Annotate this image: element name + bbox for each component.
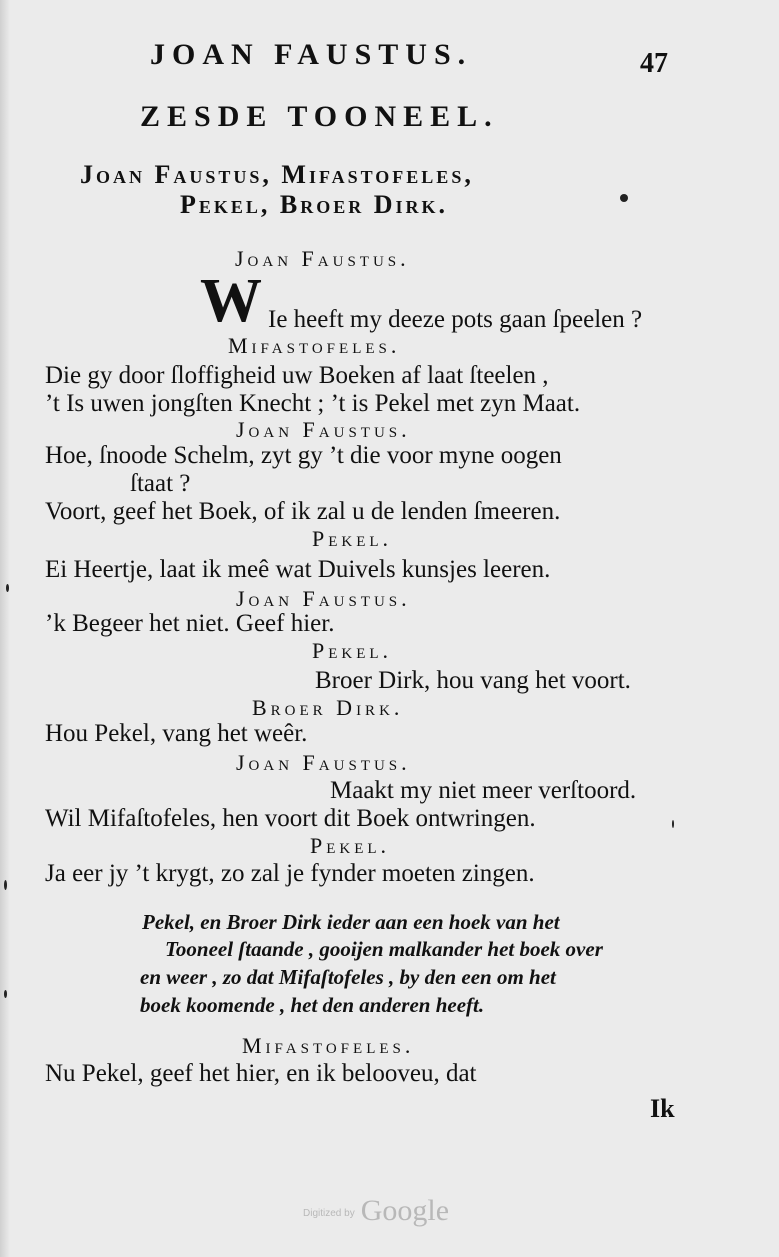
verse-line: Wil Mifaſtofeles, hen voort dit Boek ontwringen. xyxy=(45,805,536,832)
google-logo: Google xyxy=(360,1194,450,1227)
verse-line-continuation: ſtaat ? xyxy=(130,470,191,497)
verse-line: Voort, geef het Boek, of ik zal u de lenden ſmeeren. xyxy=(45,498,561,525)
speaker-label: Joan Faustus. xyxy=(235,246,410,271)
stage-direction-line: boek koomende , het den anderen heeft. xyxy=(140,993,485,1017)
speaker-label: Joan Faustus. xyxy=(236,417,411,442)
verse-line: Hoe, ſnoode Schelm, zyt gy ’t die voor myne oogen xyxy=(45,442,562,469)
drop-capital: W xyxy=(200,267,262,335)
ink-speck xyxy=(4,880,7,890)
stage-direction-line: Pekel, en Broer Dirk ieder aan een hoek van het xyxy=(142,910,560,934)
cast-line-2: Pekel, Broer Dirk. xyxy=(180,190,449,219)
scene-title: ZESDE TOONEEL. xyxy=(140,100,499,133)
speaker-label: Pekel. xyxy=(312,526,393,551)
speaker-label: Joan Faustus. xyxy=(236,750,411,775)
catchword: Ik xyxy=(650,1094,675,1123)
verse-line: Ie heeft my deeze pots gaan ſpeelen ? xyxy=(268,306,643,333)
stage-direction-line: Tooneel ſtaande , gooijen malkander het boek over xyxy=(165,937,603,961)
ink-speck xyxy=(6,584,9,592)
ink-speck xyxy=(4,990,7,998)
verse-line: ’k Begeer het niet. Geef hier. xyxy=(45,610,335,637)
speaker-label: Pekel. xyxy=(310,833,391,858)
speaker-label: Broer Dirk. xyxy=(252,695,404,720)
speaker-label: Pekel. xyxy=(312,638,393,663)
page-number: 47 xyxy=(640,48,668,79)
verse-line: Ja eer jy ’t krygt, zo zal je fynder moeten zingen. xyxy=(45,860,535,887)
verse-line: Die gy door ſloffigheid uw Boeken af laat ſteelen , xyxy=(45,362,549,389)
verse-line: ’t Is uwen jongſten Knecht ; ’t is Pekel met zyn Maat. xyxy=(45,390,581,417)
verse-line: Ei Heertje, laat ik meê wat Duivels kunsjes leeren. xyxy=(45,556,551,583)
cast-line-1: Joan Faustus, Mifastofeles, xyxy=(80,160,474,189)
speaker-label: Mifastofeles. xyxy=(228,333,401,358)
stage-direction-line: en weer , zo dat Mifaſtofeles , by den een om het xyxy=(140,965,556,989)
digitization-watermark xyxy=(303,1194,449,1228)
speaker-label: Joan Faustus. xyxy=(236,586,411,611)
speaker-label: Mifastofeles. xyxy=(242,1033,415,1058)
running-title: JOAN FAUSTUS. xyxy=(150,38,473,71)
page-edge-shadow xyxy=(0,0,10,1257)
verse-line: Broer Dirk, hou vang het voort. xyxy=(315,667,631,694)
ink-speck xyxy=(672,820,674,828)
watermark-prefix: Digitized by xyxy=(303,1208,355,1219)
verse-line: Nu Pekel, geef het hier, en ik belooveu, dat xyxy=(45,1060,477,1087)
ink-speck xyxy=(620,194,628,202)
verse-line: Maakt my niet meer verſtoord. xyxy=(330,777,637,804)
verse-line: Hou Pekel, vang het weêr. xyxy=(45,720,308,747)
